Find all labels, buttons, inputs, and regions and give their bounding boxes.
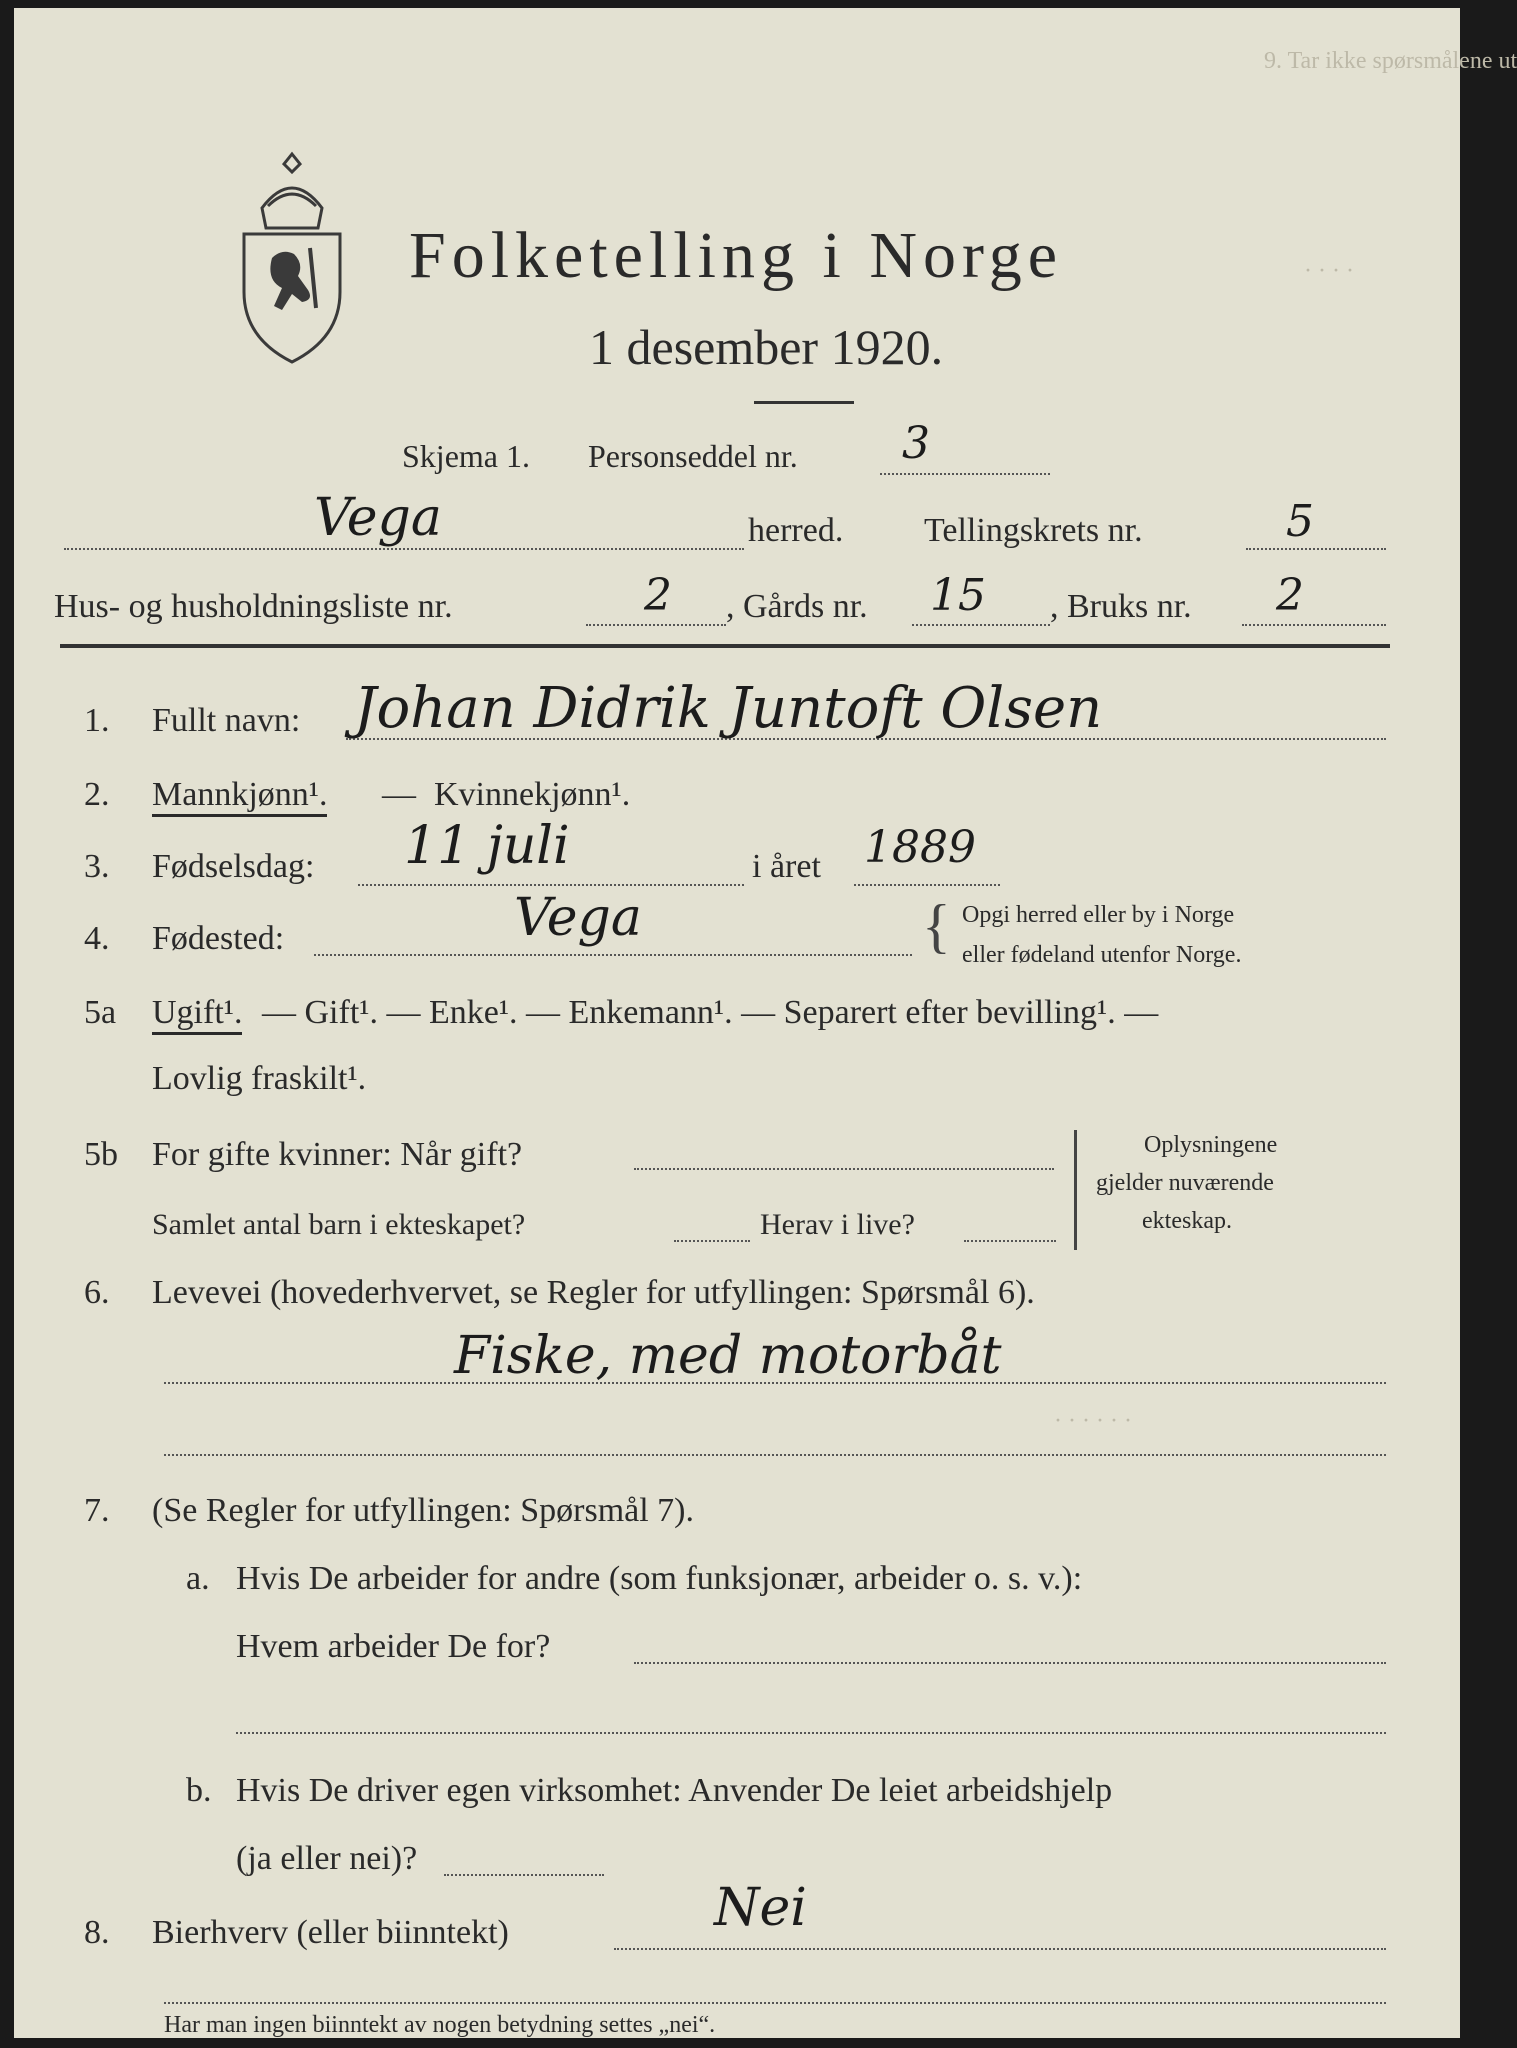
gards-value: 15 bbox=[930, 570, 986, 621]
q6-line1 bbox=[164, 1382, 1386, 1384]
q4-number: 4. bbox=[84, 920, 110, 957]
q5b-children-label: Samlet antal barn i ekteskapet? bbox=[152, 1208, 526, 1241]
q3-year-value: 1889 bbox=[864, 822, 976, 873]
gards-line bbox=[912, 624, 1050, 626]
husliste-label: Hus- og husholdningsliste nr. bbox=[54, 588, 453, 625]
q5b-alive-label: Herav i live? bbox=[760, 1208, 915, 1241]
q7a-employer-line bbox=[634, 1662, 1386, 1664]
q4-note-line2: eller fødeland utenfor Norge. bbox=[962, 942, 1242, 968]
husliste-line bbox=[586, 624, 726, 626]
herred-label: herred. bbox=[748, 512, 844, 549]
q7b-help-label: (ja eller nei)? bbox=[236, 1840, 418, 1877]
q7b-label: Hvis De driver egen virksomhet: Anvender De leiet arbeidshjelp bbox=[236, 1772, 1113, 1809]
q2-number: 2. bbox=[84, 776, 110, 813]
title-divider bbox=[754, 401, 854, 404]
q6-value: Fiske, med motorbåt bbox=[454, 1326, 1002, 1386]
q5b-note-line2: gjelder nuværende bbox=[1096, 1170, 1274, 1196]
skjema-label: Skjema 1. bbox=[402, 438, 530, 474]
q3-year-line bbox=[854, 884, 1000, 886]
q3-label: Fødselsdag: bbox=[152, 848, 315, 885]
gards-label: , Gårds nr. bbox=[726, 588, 868, 625]
q4-note-line1: Opgi herred eller by i Norge bbox=[962, 902, 1235, 928]
q5b-alive-line bbox=[964, 1240, 1056, 1242]
q2-separator: — bbox=[382, 776, 416, 813]
q6-line2 bbox=[164, 1454, 1386, 1456]
tellingskrets-line bbox=[1246, 548, 1386, 550]
q5b-note-line3: ekteskap. bbox=[1142, 1208, 1232, 1234]
tellingskrets-value: 5 bbox=[1286, 496, 1314, 547]
q6-label: Levevei (hovederhvervet, se Regler for utfyllingen: Spørsmål 6). bbox=[152, 1274, 1035, 1311]
q3-number: 3. bbox=[84, 848, 110, 885]
coat-of-arms-icon bbox=[232, 148, 352, 368]
q5a-number: 5a bbox=[84, 994, 117, 1031]
q7a-label: Hvis De arbeider for andre (som funksjonær, arbeider o. s. v.): bbox=[236, 1560, 1083, 1597]
q8-label: Bierhverv (eller biinntekt) bbox=[152, 1914, 509, 1951]
personseddel-value: 3 bbox=[902, 418, 930, 469]
census-form-sheet: 9. Tar ikke spørsmålene ut · · · · · · · · · · Folketelling i Norge 1 desember 1920. Skjema 1. Personseddel nr. 3 Vega herred. Tellingskrets nr. 5 Hus- og husholdningsliste nr. 2 , Gårds nr. 15 , Bruks nr. 2 1. Fullt navn: Johan Didrik Juntoft Olsen 2. Mannkjønn¹. — Kvinnekjønn¹. 3. Fødselsdag: 11 juli i året 1889 4. Fødested: Vega { Opgi herred eller by i Norge eller fødeland utenfor Norge. 5a Ugift¹. — Gift¹. — Enke¹. — Enkemann¹. — Separert efter bevilling¹. — Lovlig fraskilt¹. 5b For gifte kvinner: Når gift? Samlet antal barn i ekteskapet? Herav i live? Oplysningene gjelder nuværende ekteskap. 6. Levevei (hovederhvervet, se Regler for utfyllingen: Spørsmål 6). Fiske, med motorbåt 7. (Se Regler for utfyllingen: Spørsmål 7). a. Hvis De arbeider for andre (som funksjonær, arbeider o. s. v.): Hvem arbeider De for? b. Hvis De driver egen virksomhet: Anvender De leiet arbeidshjelp (ja eller nei)? 8. Bierhverv (eller biinntekt) Nei Har man ingen biinntekt av nogen betydning settes „nei“. bbox=[14, 8, 1460, 2038]
q7a-letter: a. bbox=[186, 1560, 210, 1597]
q7-number: 7. bbox=[84, 1492, 110, 1529]
q4-value: Vega bbox=[514, 888, 642, 948]
personseddel-label: Personseddel nr. bbox=[588, 438, 798, 474]
q3-line bbox=[358, 884, 744, 886]
q4-line bbox=[314, 954, 912, 956]
q7-label: (Se Regler for utfyllingen: Spørsmål 7). bbox=[152, 1492, 695, 1529]
q5b-number: 5b bbox=[84, 1136, 118, 1173]
q3-value: 11 juli bbox=[404, 816, 570, 876]
form-date: 1 desember 1920. bbox=[589, 319, 944, 375]
q8-extra-line bbox=[164, 2002, 1386, 2004]
bruks-line bbox=[1242, 624, 1386, 626]
q1-number: 1. bbox=[84, 702, 110, 739]
q8-line bbox=[614, 1948, 1386, 1950]
q6-number: 6. bbox=[84, 1274, 110, 1311]
q5a-ugift-option: Ugift¹. bbox=[152, 994, 242, 1035]
q7b-letter: b. bbox=[186, 1772, 212, 1809]
q4-label: Fødested: bbox=[152, 920, 285, 957]
q3-year-label: i året bbox=[752, 848, 821, 885]
q8-value: Nei bbox=[714, 1878, 807, 1938]
husliste-value: 2 bbox=[644, 570, 672, 621]
q1-value: Johan Didrik Juntoft Olsen bbox=[354, 676, 1103, 741]
q5b-note-line1: Oplysningene bbox=[1144, 1132, 1278, 1158]
q5b-bracket bbox=[1074, 1130, 1077, 1250]
q4-brace: { bbox=[922, 893, 951, 959]
personseddel-line bbox=[880, 473, 1050, 475]
q7a-employer-label: Hvem arbeider De for? bbox=[236, 1628, 551, 1665]
bruks-label: , Bruks nr. bbox=[1050, 588, 1192, 625]
q2-male-option: Mannkjønn¹. bbox=[152, 776, 327, 817]
footer-note: Har man ingen biinntekt av nogen betydning settes „nei“. bbox=[164, 2012, 716, 2038]
q8-number: 8. bbox=[84, 1914, 110, 1951]
q5a-fraskilt-option: Lovlig fraskilt¹. bbox=[152, 1060, 367, 1097]
q5b-married-line bbox=[634, 1168, 1054, 1170]
q5b-label: For gifte kvinner: Når gift? bbox=[152, 1136, 523, 1173]
herred-value: Vega bbox=[314, 488, 442, 548]
q1-label: Fullt navn: bbox=[152, 702, 301, 739]
form-title: Folketelling i Norge bbox=[409, 219, 1064, 292]
q5b-children-line bbox=[674, 1240, 750, 1242]
q7a-extra-line bbox=[236, 1732, 1386, 1734]
q7b-help-line bbox=[444, 1874, 604, 1876]
q5a-other-options: — Gift¹. — Enke¹. — Enkemann¹. — Separert efter bevilling¹. — bbox=[262, 994, 1159, 1031]
tellingskrets-label: Tellingskrets nr. bbox=[924, 512, 1143, 549]
herred-line bbox=[64, 548, 744, 550]
q2-female-option: Kvinnekjønn¹. bbox=[434, 776, 631, 813]
header-divider bbox=[60, 644, 1390, 648]
bruks-value: 2 bbox=[1276, 570, 1304, 621]
